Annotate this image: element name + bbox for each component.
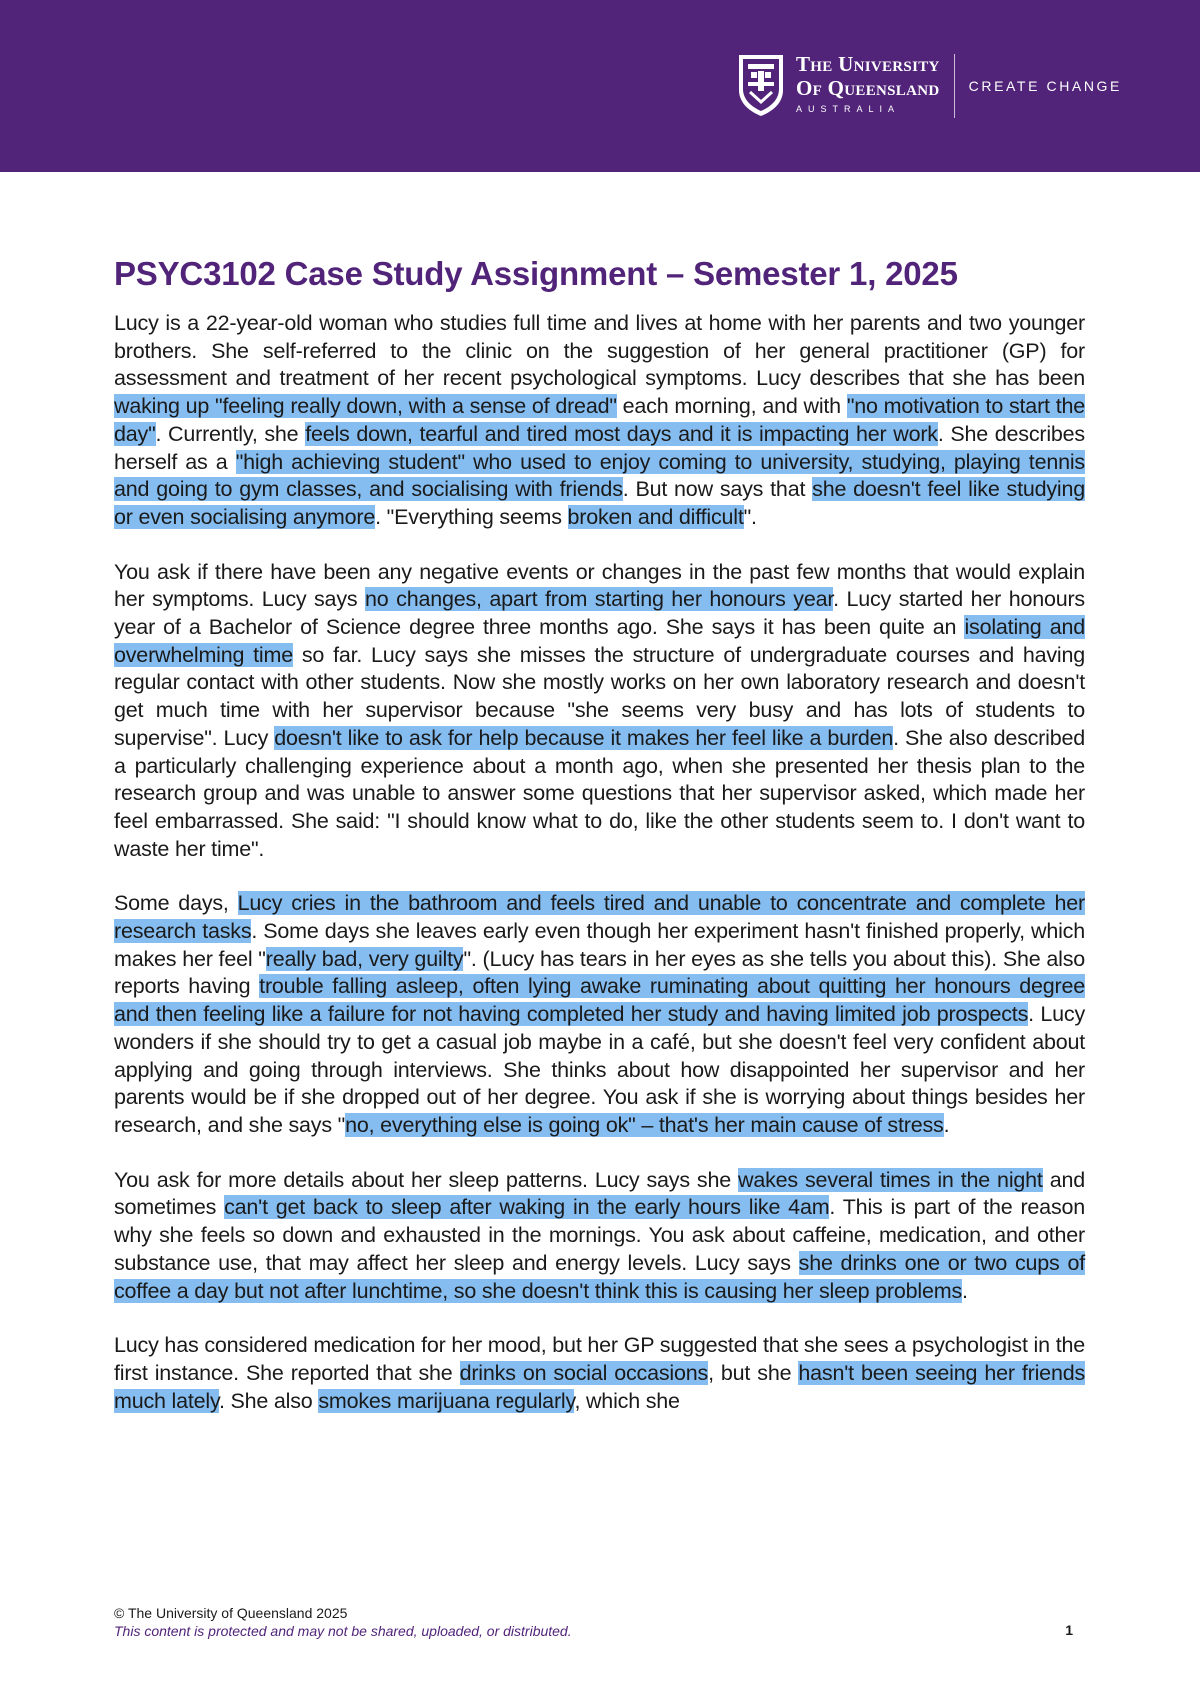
- university-name-line2: Of Queensland: [796, 76, 940, 100]
- paragraph-text: . Currently, she: [155, 421, 306, 446]
- university-name: [796, 52, 940, 114]
- highlighted-text: isolating and overwhelming time: [114, 615, 1085, 667]
- logo-divider: [954, 54, 955, 118]
- paragraph-text: .: [943, 1112, 950, 1137]
- paragraph: [114, 1167, 1085, 1306]
- paragraph-text: ". (Lucy has tears in her eyes as she tells you about this). She also reports having: [114, 946, 1085, 999]
- paragraph-text: . But now says that: [622, 477, 813, 502]
- paragraph: [114, 1332, 1085, 1415]
- paragraph-text: .: [962, 1278, 968, 1303]
- paragraph-text: , but she: [708, 1360, 799, 1385]
- copyright-text: © The University of Queensland 2025: [114, 1605, 348, 1621]
- uq-crest-icon: [736, 52, 786, 118]
- paragraph-text: . This is part of the reason why she feels so down and exhausted in the mornings. You ask about caffeine, medication, and other substance use, that may affect her sleep and energy levels. Lucy says: [114, 1195, 1086, 1275]
- paragraph: [114, 310, 1085, 532]
- highlighted-text: no, everything else is going ok" – that's her main cause of stress: [345, 1112, 944, 1137]
- paragraph-text: . Lucy started her honours year of a Bachelor of Science degree three months ago. She says it has been quite an: [114, 587, 1085, 640]
- paragraph-text: . "Everything seems: [375, 504, 568, 529]
- highlighted-text: trouble falling asleep, often lying awake ruminating about quitting her honours degree and then feeling like a failure for not having completed her study and having limited job prospects: [114, 974, 1086, 1027]
- highlighted-text: waking up "feeling really down, with a sense of dread": [114, 394, 617, 419]
- highlighted-text: Lucy cries in the bathroom and feels tired and unable to concentrate and complete her research tasks: [114, 891, 1085, 944]
- highlighted-text: feels down, tearful and tired most days and it is impacting her work: [305, 421, 938, 446]
- paragraph-text: . Some days she leaves early even though her experiment hasn't finished properly, which makes her feel ": [114, 919, 1085, 971]
- paragraph-text: each morning, and with: [616, 394, 847, 419]
- university-name-line1: The University: [796, 52, 940, 76]
- paragraph: [114, 559, 1085, 864]
- header-banner: [0, 0, 1200, 172]
- paragraph: [114, 890, 1085, 1139]
- highlighted-text: no changes, apart from starting her honours year: [365, 587, 834, 612]
- highlighted-text: hasn't been seeing her friends much lately: [114, 1360, 1086, 1413]
- paragraph-text: . She also described a particularly challenging experience about a month ago, when she presented her thesis plan to the research group and was unable to answer some questions that her supervisor asked, which made her feel embarrassed. She said: "I should know what to do, like the other students seem to. I don't want to waste her time".: [114, 725, 1085, 861]
- paragraph-text: and sometimes: [114, 1167, 1085, 1220]
- paragraph-text: . Lucy wonders if she should try to get a casual job maybe in a café, but she doesn't feel very confident about applying and going through interviews. She thinks about how disappointed her supervisor and her parents would be if she dropped out of her degree. You ask if she is worrying about things besides her research, and she says ": [114, 1002, 1085, 1137]
- paragraph-text: . She also: [218, 1388, 319, 1413]
- paragraph-text: You ask for more details about her sleep patterns. Lucy says she: [114, 1167, 739, 1192]
- highlighted-text: drinks on social occasions: [459, 1360, 709, 1385]
- highlighted-text: broken and difficult: [567, 504, 744, 529]
- highlighted-text: doesn't like to ask for help because it makes her feel like a burden: [274, 725, 894, 750]
- paragraph-text: Lucy is a 22-year-old woman who studies full time and lives at home with her parents and two younger brothers. She self-referred to the clinic on the suggestion of her general practitioner (GP) for assessment and treatment of her recent psychological symptoms. Lucy describes that she has been: [114, 311, 1085, 391]
- paragraphs: [114, 310, 1085, 1415]
- highlighted-text: "high achieving student" who used to enjoy coming to university, studying, playing tennis and going to gym classes, and socialising with friends: [114, 449, 1085, 502]
- highlighted-text: she drinks one or two cups of coffee a day but not after lunchtime, so she doesn't think this is causing her sleep problems: [114, 1250, 1085, 1303]
- paragraph-text: ".: [743, 504, 757, 529]
- highlighted-text: smokes marijuana regularly: [318, 1388, 575, 1413]
- document-body: [114, 252, 1085, 1442]
- page-title: PSYC3102 Case Study Assignment – Semester 1, 2025: [114, 255, 958, 292]
- paragraph-text: . She describes herself as a: [114, 421, 1085, 474]
- paragraph-text: , which she: [574, 1388, 680, 1413]
- university-country: AUSTRALIA: [796, 104, 901, 114]
- paragraph-text: Lucy has considered medication for her mood, but her GP suggested that she sees a psychologist in the first instance. She reported that she: [114, 1333, 1085, 1385]
- paragraph-text: Some days,: [114, 891, 238, 916]
- page-number: 1: [1065, 1622, 1073, 1638]
- highlighted-text: "no motivation to start the day": [114, 394, 1085, 446]
- protection-notice: This content is protected and may not be shared, uploaded, or distributed.: [114, 1623, 572, 1639]
- paragraph-text: so far. Lucy says she misses the structure of undergraduate courses and having regular contact with other students. Now she mostly works on her own laboratory research and doesn't get much time with her supervisor because "she seems very busy and has lots of students to supervise". Lucy: [114, 642, 1086, 750]
- highlighted-text: can't get back to sleep after waking in the early hours like 4am: [224, 1195, 830, 1220]
- tagline: CREATE CHANGE: [968, 78, 1122, 94]
- highlighted-text: really bad, very guilty: [265, 946, 464, 971]
- highlighted-text: wakes several times in the night: [738, 1167, 1043, 1192]
- highlighted-text: she doesn't feel like studying or even socialising anymore: [114, 477, 1085, 529]
- university-logo: [736, 52, 1122, 124]
- footer: [114, 1604, 1085, 1640]
- paragraph-text: You ask if there have been any negative events or changes in the past few months that would explain her symptoms. Lucy says: [114, 559, 1085, 612]
